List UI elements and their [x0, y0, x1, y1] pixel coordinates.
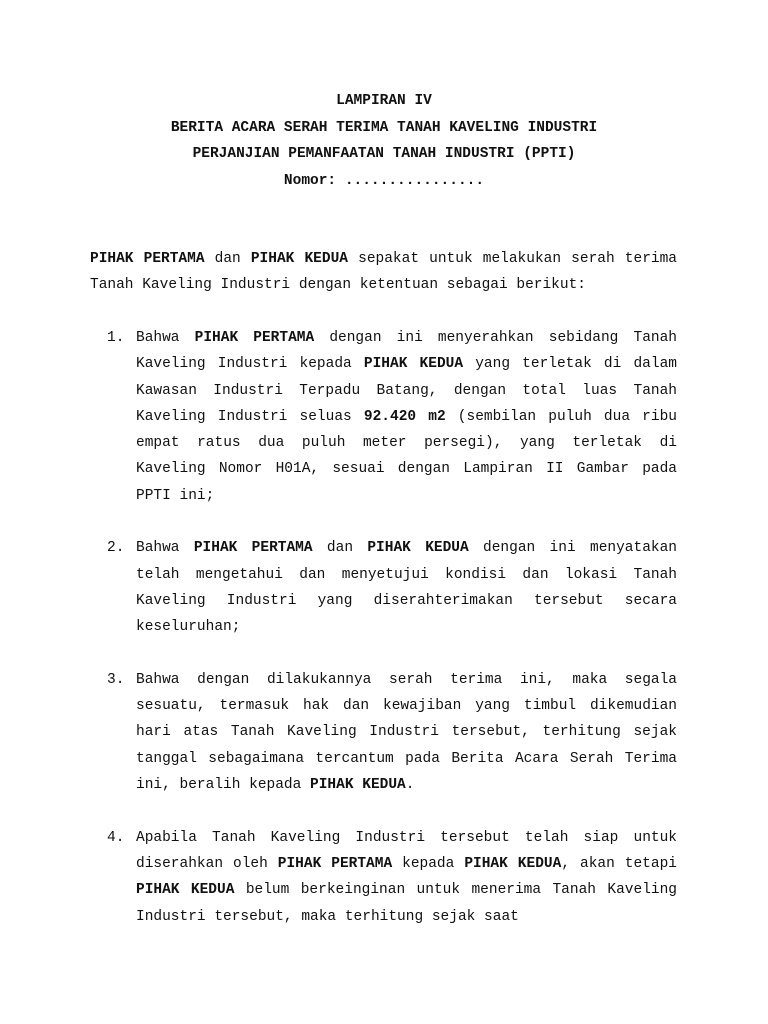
list-item	[90, 325, 677, 509]
item-text: dengan ini menyerahkan sebidang Tanah Kaveling Industri kepada	[136, 330, 677, 373]
agreement-title: PERJANJIAN PEMANFAATAN TANAH INDUSTRI (PPTI)	[192, 146, 576, 162]
party-two-label: PIHAK KEDUA	[310, 777, 406, 794]
list-item	[90, 535, 677, 640]
item-text: (sembilan puluh dua ribu empat ratus dua puluh meter persegi), yang terletak di Kaveling Nomor H01A, sesuai dengan Lampiran II Gambar pada PPTI ini;	[136, 408, 677, 504]
item-number: 3.	[107, 671, 125, 688]
terms-list	[90, 325, 677, 956]
party-one-label: PIHAK PERTAMA	[194, 330, 315, 346]
item-text: dan	[312, 540, 368, 557]
intro-paragraph	[90, 246, 677, 299]
party-two-label: PIHAK KEDUA	[464, 855, 562, 872]
party-two-label: PIHAK KEDUA	[136, 882, 235, 899]
item-text: Apabila Tanah Kaveling Industri tersebut telah siap untuk diserahkan oleh	[136, 829, 677, 872]
item-text: Bahwa	[136, 540, 194, 557]
item-text: belum berkeinginan untuk menerima Tanah Kaveling Industri tersebut, maka terhitung sejak saat	[136, 882, 677, 925]
party-one-label: PIHAK PERTAMA	[193, 540, 313, 557]
party-two-label: PIHAK KEDUA	[367, 540, 469, 557]
item-text: .	[405, 777, 415, 794]
item-text: Bahwa	[136, 330, 195, 346]
list-item	[90, 667, 677, 798]
land-area-value: 92.420 m2	[363, 408, 446, 425]
intro-text: sepakat untuk melakukan serah terima Tanah Kaveling Industri dengan ketentuan sebagai berikut:	[90, 251, 678, 294]
party-two-label: PIHAK KEDUA	[363, 356, 464, 373]
party-one-label: PIHAK PERTAMA	[277, 855, 393, 872]
list-item	[90, 825, 677, 930]
item-text: kepada	[392, 855, 465, 872]
party-two-label: PIHAK KEDUA	[250, 251, 348, 267]
item-text: , akan tetapi	[561, 855, 677, 872]
appendix-title: LAMPIRAN IV	[336, 93, 432, 109]
item-number: 2.	[107, 540, 125, 557]
intro-text: dan	[204, 251, 251, 267]
item-text: Bahwa dengan dilakukannya serah terima ini, maka segala sesuatu, termasuk hak dan kewajiban yang timbul dikemudian hari atas Tanah Kaveling Industri tersebut, terhitung sejak tanggal sebagaimana tercantum pada Berita Acara Serah Terima ini, beralih kepada	[136, 671, 677, 794]
party-one-label: PIHAK PERTAMA	[90, 251, 205, 267]
document-number: Nomor: ................	[283, 172, 485, 189]
document-heading	[0, 88, 768, 194]
item-number: 4.	[107, 829, 125, 846]
item-text: dengan ini menyatakan telah mengetahui dan menyetujui kondisi dan lokasi Tanah Kaveling Industri yang diserahterimakan tersebut secara keseluruhan;	[136, 540, 678, 636]
document-title: BERITA ACARA SERAH TERIMA TANAH KAVELING INDUSTRI	[170, 119, 598, 136]
item-text: yang terletak di dalam Kawasan Industri Terpadu Batang, dengan total luas Tanah Kaveling Industri seluas	[136, 356, 677, 425]
item-number: 1.	[107, 330, 125, 346]
